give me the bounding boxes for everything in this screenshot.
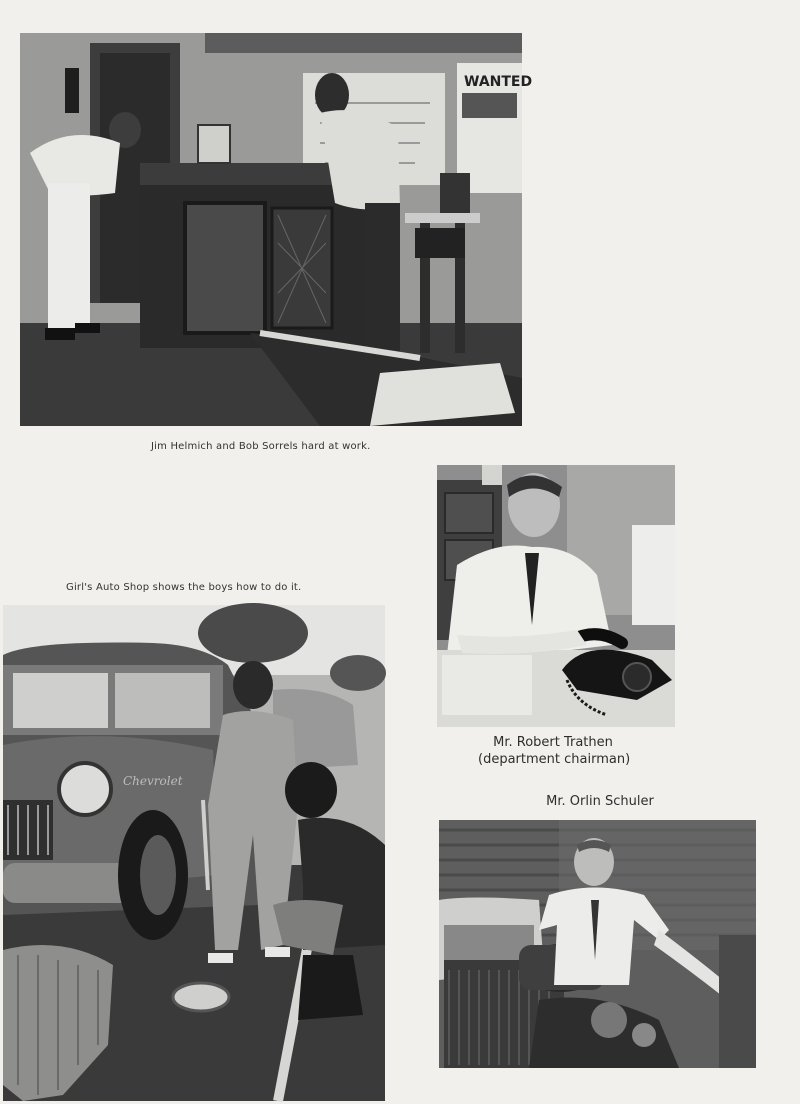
trathen-caption: [478, 734, 631, 768]
workshop-photo: [20, 33, 533, 426]
car-brand-script: Chevrolet: [123, 774, 183, 788]
trathen-photo: [437, 465, 675, 727]
schuler-photo: [439, 820, 756, 1068]
girls-auto-shop-photo: [3, 605, 385, 1101]
workshop-photo-caption: Jim Helmich and Bob Sorrels hard at work.: [151, 441, 371, 452]
trathen-name: Mr. Robert Trathen: [493, 735, 613, 750]
wanted-poster-text: WANTED: [464, 74, 533, 90]
trathen-title: (department chairman): [478, 752, 631, 767]
schuler-caption: Mr. Orlin Schuler: [546, 794, 654, 809]
girls-auto-shop-caption: Girl's Auto Shop shows the boys how to do it.: [66, 582, 302, 593]
